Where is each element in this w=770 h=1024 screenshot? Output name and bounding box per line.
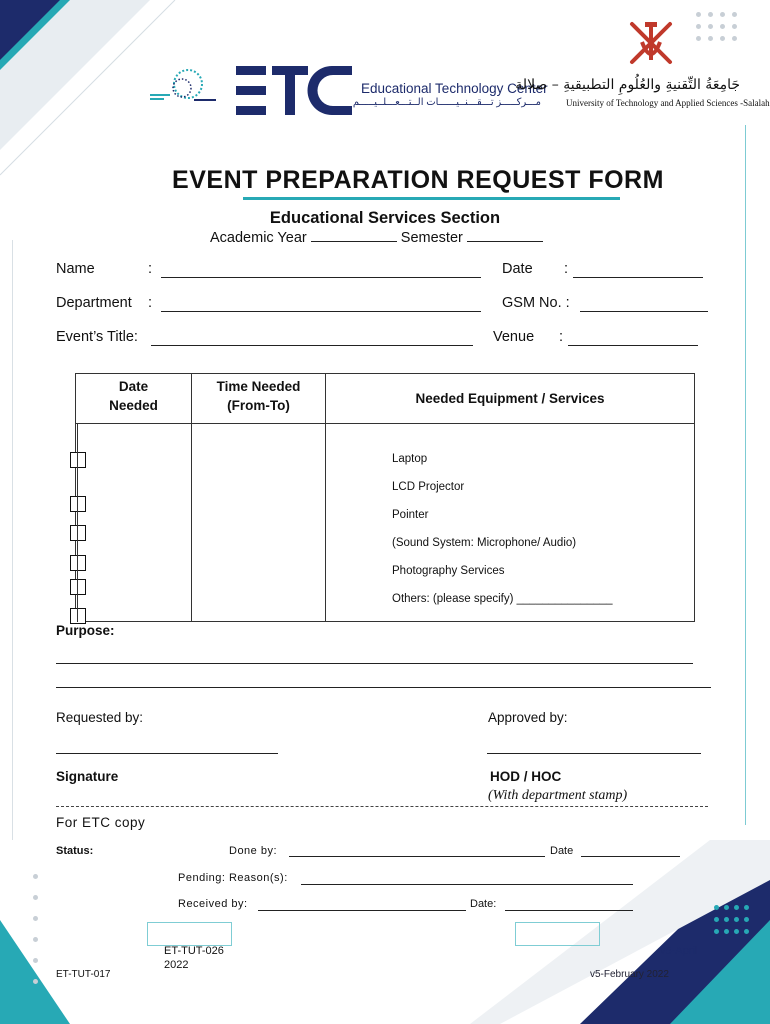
right-vertical-line <box>745 125 746 825</box>
purpose-label: Purpose: <box>56 623 115 638</box>
academic-year-field[interactable] <box>311 229 397 242</box>
requested-by-label: Requested by: <box>56 710 144 725</box>
footer-code-mid-1: ET-TUT-026 <box>164 945 224 957</box>
dot-column-left <box>33 874 43 994</box>
footer-version-right-1: v5-April <box>660 945 698 957</box>
approved-by-label: Approved by: <box>488 710 568 725</box>
approved-by-field[interactable] <box>487 753 701 754</box>
sound-system-checkbox[interactable] <box>70 555 86 571</box>
status-label: Status: <box>56 845 94 857</box>
done-by-field[interactable] <box>289 856 545 857</box>
pending-reason-field[interactable] <box>301 884 633 885</box>
university-name-ar: جَامِعَةُ التِّقنيةِ والعُلُومِ التطبيقيةِ – صلالة <box>515 77 740 93</box>
header-time-line2: (From-To) <box>227 398 290 413</box>
event-title-label: Event’s Title: <box>56 329 138 345</box>
university-name-en: University of Technology and Applied Sciences -Salalah <box>566 98 770 108</box>
signature-label: Signature <box>56 769 119 784</box>
academic-year-label: Academic Year <box>210 230 307 246</box>
header-date-line1: Date <box>118 379 149 394</box>
semester-field[interactable] <box>467 229 543 242</box>
etc-copy-title: For ETC copy <box>56 815 146 830</box>
venue-field[interactable] <box>568 345 698 346</box>
header-equipment <box>326 374 695 424</box>
hod-label: HOD / HOC <box>490 769 562 784</box>
dashed-separator <box>56 806 708 807</box>
header-equipment-label: Needed Equipment / Services <box>415 391 605 406</box>
venue-label: Venue <box>493 329 535 345</box>
tech-center-small-logo <box>148 66 218 106</box>
photography-checkbox[interactable] <box>70 579 86 595</box>
done-by-label: Done by: <box>229 845 278 857</box>
received-by-field[interactable] <box>258 910 466 911</box>
university-emblem-icon <box>624 16 678 70</box>
event-title-field[interactable] <box>151 345 473 346</box>
date-needed-cell[interactable] <box>76 424 192 622</box>
footer-code-left: ET-TUT-017 <box>56 969 111 980</box>
requested-by-field[interactable] <box>56 753 278 754</box>
pending-label: Pending: Reason(s): <box>178 872 288 884</box>
received-date-label: Date: <box>470 898 497 910</box>
etc-logo <box>234 62 354 120</box>
department-field[interactable] <box>161 311 481 312</box>
header-date-line2: Needed <box>109 398 158 413</box>
header-time-needed <box>192 374 326 424</box>
received-date-field[interactable] <box>505 910 633 911</box>
name-field[interactable] <box>161 277 481 278</box>
header-time-line1: Time Needed <box>216 379 301 394</box>
equipment-item-pointer: Pointer <box>392 509 429 521</box>
gsm-field[interactable] <box>580 311 708 312</box>
section-title: Educational Services Section <box>269 209 501 227</box>
etc-name-ar: مـــركـــــز تـــقـــنــيــــــات الــتـــعـــلــيـــــم <box>352 97 541 108</box>
gsm-label: GSM No. : <box>502 295 570 311</box>
equipment-table <box>75 373 695 622</box>
equipment-cell <box>326 424 695 622</box>
footer-box-right <box>515 922 600 946</box>
purpose-field-line2[interactable] <box>56 687 711 688</box>
equipment-item-others: Others: (please specify) _______________ <box>392 593 613 605</box>
equipment-item-sound-system: (Sound System: Microphone/ Audio) <box>392 537 577 549</box>
date-field[interactable] <box>573 277 703 278</box>
done-date-field[interactable] <box>581 856 680 857</box>
pointer-checkbox[interactable] <box>70 525 86 541</box>
title-underline <box>243 197 620 200</box>
checkbox-connector-line <box>77 424 78 622</box>
department-label: Department <box>56 295 132 311</box>
equipment-item-photography: Photography Services <box>392 565 505 577</box>
time-needed-cell[interactable] <box>192 424 326 622</box>
equipment-item-lcd-projector: LCD Projector <box>392 481 465 493</box>
footer-box-left <box>147 922 232 946</box>
department-colon: : <box>148 295 153 311</box>
footer-code-mid-2: 2022 <box>164 959 189 971</box>
department-stamp-note: (With department stamp) <box>488 788 628 803</box>
date-label: Date <box>502 261 533 277</box>
others-checkbox[interactable] <box>70 608 86 624</box>
footer-version-right-2: v5-February 2022 <box>590 969 669 980</box>
name-colon: : <box>148 261 153 277</box>
dot-grid-bottom-right <box>714 905 764 945</box>
academic-year-row <box>210 229 543 246</box>
equipment-item-laptop: Laptop <box>392 453 428 465</box>
dot-grid-top-right <box>696 12 746 52</box>
lcd-projector-checkbox[interactable] <box>70 496 86 512</box>
purpose-field-line1[interactable] <box>56 663 693 664</box>
done-date-label: Date <box>550 845 574 857</box>
laptop-checkbox[interactable] <box>70 452 86 468</box>
form-title: EVENT PREPARATION REQUEST FORM <box>172 166 664 194</box>
venue-colon: : <box>559 329 564 345</box>
etc-logo-mark <box>234 62 354 120</box>
date-colon: : <box>564 261 569 277</box>
semester-label: Semester <box>400 230 463 246</box>
etc-name-en: Educational Technology Center <box>361 81 548 96</box>
left-vertical-line <box>12 240 13 840</box>
received-by-label: Received by: <box>178 898 248 910</box>
header-date-needed <box>76 374 192 424</box>
name-label: Name <box>56 261 95 277</box>
